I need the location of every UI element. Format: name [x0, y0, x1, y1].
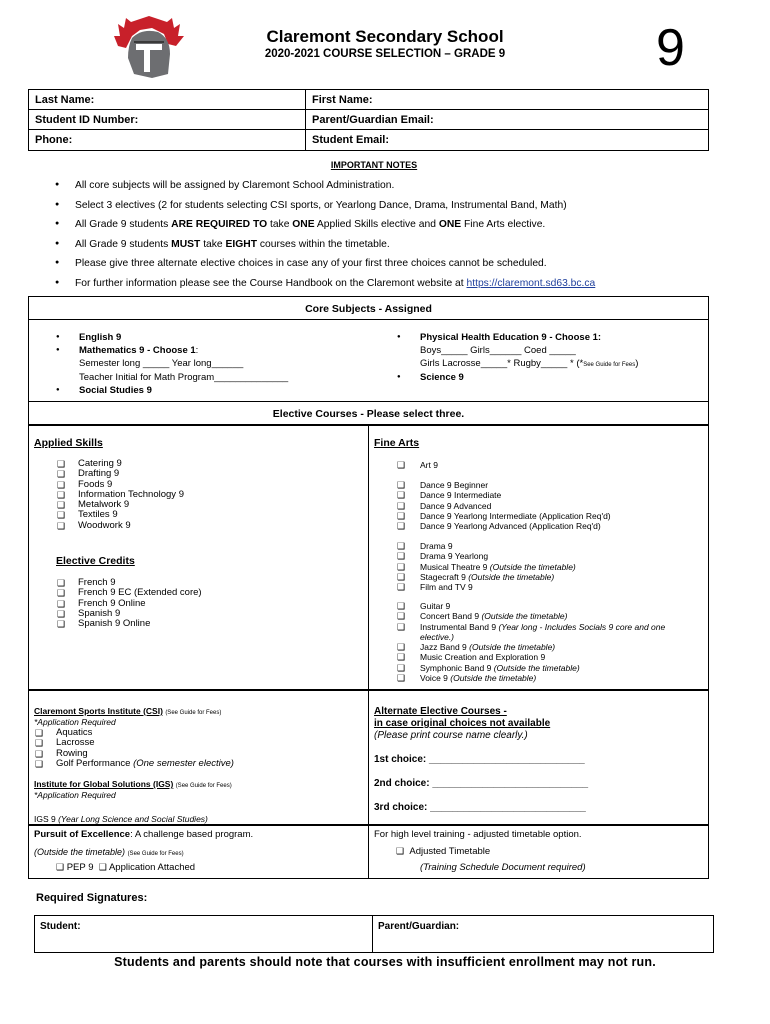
option-note: (One semester elective) [133, 757, 234, 769]
note-item [55, 219, 720, 239]
elective-option[interactable]: ❑ French 9 Online [56, 599, 356, 609]
elective-option[interactable] [396, 663, 701, 673]
last-name-field[interactable]: Last Name: [29, 90, 306, 109]
csi-fees: (See Guide for Fees) [165, 710, 222, 716]
igs-title-line [34, 779, 354, 790]
igs9-label: IGS 9 [34, 814, 59, 825]
elective-option[interactable] [396, 551, 701, 561]
elective-credits-list [56, 578, 356, 629]
core-right-column [397, 332, 707, 385]
note-text: For further information please see the Course Handbook on the Claremont website at [75, 277, 467, 289]
elective-option[interactable] [396, 582, 701, 592]
option-note: (Outside the timetable) [450, 673, 537, 684]
column-divider [368, 425, 369, 690]
igs-application-note: *Application Required [34, 790, 116, 801]
note-emphasis: MUST [171, 238, 201, 250]
claremont-website-link[interactable]: https://claremont.sd63.bc.ca [466, 277, 596, 289]
option-note: (Year long - Includes Socials 9 core and one elective.) [420, 621, 666, 642]
spartan-logo [112, 14, 186, 80]
pursuit-outside-line [34, 847, 184, 857]
option-label: Music Creation and Exploration 9 [420, 652, 546, 663]
student-id-field[interactable]: Student ID Number: [29, 110, 306, 129]
signatures-box [34, 915, 714, 953]
info-row [29, 110, 708, 130]
core-math [56, 345, 348, 358]
elective-option[interactable]: ❑ Information Technology 9 [56, 490, 356, 500]
alternate-title: Alternate Elective Courses - [374, 706, 507, 717]
option-label: Jazz Band 9 [420, 642, 470, 653]
note-text: Please give three alternate elective choices in case any of your first three choices cannot be scheduled. [75, 258, 547, 269]
math-semester-line[interactable]: Semester long _____ Year long______ [79, 358, 244, 370]
igs9-note: (Year Long Science and Social Studies) [58, 814, 208, 825]
fine-arts-title: Fine Arts [374, 437, 420, 449]
notes-title: IMPORTANT NOTES [330, 160, 418, 170]
note-emphasis: EIGHT [225, 238, 257, 250]
note-text: courses within the timetable. [256, 238, 390, 250]
pursuit-fees: (See Guide for Fees) [127, 851, 184, 857]
option-note: (Outside the timetable) [481, 611, 568, 622]
student-signature-field[interactable] [35, 916, 373, 952]
option-label: Stagecraft 9 [420, 571, 469, 582]
note-item [55, 258, 720, 278]
option-label: Musical Theatre 9 [420, 561, 490, 572]
elective-option[interactable] [396, 572, 701, 582]
note-item [55, 200, 720, 220]
note-text: All Grade 9 students [75, 219, 172, 230]
igs9-line [34, 814, 354, 824]
option-label: Voice 9 [420, 673, 451, 684]
option-label: Drama 9 Yearlong [420, 551, 489, 562]
elective-option[interactable] [396, 601, 701, 611]
elective-option[interactable]: ❑ Dance 9 Yearlong Intermediate (Application Req'd) [396, 511, 701, 521]
alternate-section [374, 706, 704, 813]
note-text: All core subjects will be assigned by Claremont School Administration. [75, 180, 395, 191]
signatures-title: Required Signatures: [36, 892, 148, 904]
note-text: take [200, 238, 226, 250]
student-signature-label: Student: [40, 921, 81, 932]
csi-option[interactable]: ❑ Rowing [34, 749, 354, 759]
pep-label: PEP 9 [66, 862, 94, 873]
music-list [396, 601, 701, 683]
option-note: (Outside the timetable) [468, 571, 555, 582]
high-level-text: For high level training - adjusted timetable option. [374, 829, 582, 840]
igs-fees: (See Guide for Fees) [175, 783, 232, 790]
csi-option[interactable] [34, 759, 354, 769]
option-label: Instrumental Band 9 [420, 621, 499, 632]
elective-option[interactable]: ❑ Metalwork 9 [56, 500, 356, 510]
elective-option[interactable]: ❑ Dance 9 Advanced [396, 501, 701, 511]
note-text: Applied Skills elective and [314, 219, 439, 230]
page-subtitle: 2020-2021 COURSE SELECTION – GRADE 9 [264, 48, 506, 60]
note-item [55, 180, 720, 200]
core-subjects-header: Core Subjects - Assigned [29, 297, 708, 320]
alternate-note: (Please print course name clearly.) [374, 730, 528, 741]
spacer [34, 801, 354, 814]
elective-option[interactable] [396, 622, 701, 643]
see-guide-note: See Guide for Fees [583, 362, 636, 369]
csi-title: Claremont Sports Institute (CSI) [34, 706, 163, 716]
enrollment-footer: Students and parents should note that courses with insufficient enrollment may not run. [114, 955, 656, 969]
phe-sport-close: ) [635, 358, 639, 370]
note-text: All Grade 9 students [75, 238, 172, 250]
phe-sport-line[interactable] [397, 358, 707, 371]
applied-skills-list [56, 459, 356, 531]
grade-number: 9 [656, 19, 685, 77]
option-note: (Outside the timetable) [493, 662, 580, 673]
info-row [29, 90, 708, 110]
elective-option[interactable] [396, 562, 701, 572]
csi-option[interactable]: ❑ Lacrosse [34, 738, 354, 748]
note-emphasis: ONE [292, 219, 315, 230]
core-math-label: Mathematics 9 - Choose 1 [79, 345, 196, 357]
third-choice-field[interactable]: 3rd choice: ____________________________ [374, 802, 586, 813]
pursuit-title-line [34, 829, 253, 840]
schedule-note: (Training Schedule Document required) [420, 862, 586, 873]
application-label: Application Attached [108, 862, 196, 873]
option-label: Golf Performance [56, 757, 134, 769]
elective-option[interactable] [396, 652, 701, 662]
note-text: Select 3 electives (2 for students selecting CSI sports, or Yearlong Dance, Drama, Instrumental Band, Math) [75, 199, 567, 211]
adjusted-label: Adjusted Timetable [409, 846, 491, 857]
elective-option[interactable]: ❑ Spanish 9 [56, 609, 356, 619]
csi-golf-list [34, 759, 354, 769]
option-label: Symphonic Band 9 [420, 662, 494, 673]
elective-option[interactable]: ❑ Dance 9 Yearlong Advanced (Application Req'd) [396, 521, 701, 531]
elective-option[interactable]: ❑ Dance 9 Intermediate [396, 490, 701, 500]
application-checkbox[interactable]: ❑ [98, 862, 107, 872]
elective-option[interactable]: ❑ Foods 9 [56, 480, 356, 490]
option-label: Concert Band 9 [420, 611, 482, 622]
option-label: Drama 9 [420, 541, 453, 551]
phone-field[interactable]: Phone: [29, 130, 306, 150]
school-name: Claremont Secondary School [266, 27, 504, 46]
note-emphasis: ARE REQUIRED TO [171, 219, 268, 230]
elective-option[interactable] [396, 541, 701, 551]
phe-options-line[interactable]: Boys_____ Girls______ Coed _____ [420, 345, 576, 357]
info-row [29, 130, 708, 150]
core-math-colon: : [195, 345, 199, 357]
pursuit-desc: : A challenge based program. [130, 829, 254, 840]
option-label: Guitar 9 [420, 601, 451, 611]
option-note: (Outside the timetable) [489, 561, 576, 572]
elective-option[interactable]: ❑ French 9 [56, 578, 356, 588]
elective-courses-header: Elective Courses - Please select three. [28, 401, 709, 425]
notes-list [55, 180, 720, 297]
applied-skills-title: Applied Skills [34, 437, 103, 449]
note-item [55, 239, 720, 259]
elective-option[interactable]: ❑ Catering 9 [56, 459, 356, 469]
drama-list [396, 541, 701, 592]
elective-option[interactable] [396, 673, 701, 683]
second-choice-field[interactable]: 2nd choice: ____________________________ [374, 778, 589, 789]
note-text: take [267, 219, 293, 230]
parent-signature-field[interactable] [373, 916, 713, 952]
core-english: ● English 9 [56, 332, 348, 345]
elective-option[interactable]: ❑ French 9 EC (Extended core) [56, 588, 356, 598]
option-label: Film and TV 9 [420, 582, 473, 593]
core-phe: ● Physical Health Education 9 - Choose 1: [397, 332, 707, 345]
student-email-field[interactable]: Student Email: [312, 134, 390, 146]
adjusted-line [396, 846, 490, 857]
core-science: ● Science 9 [397, 372, 707, 385]
note-text: Fine Arts elective. [461, 219, 546, 230]
core-social-studies: ● Social Studies 9 [56, 385, 348, 398]
igs-title: Institute for Global Solutions (IGS) [34, 779, 174, 790]
alternate-subtitle: in case original choices not available [374, 718, 551, 729]
pep-line [56, 862, 195, 873]
note-emphasis: ONE [438, 219, 462, 230]
csi-application-note: *Application Required [34, 717, 116, 727]
csi-title-line [34, 706, 354, 717]
parent-signature-label: Parent/Guardian: [378, 921, 460, 932]
elective-option[interactable]: ❑ Art 9 [396, 460, 696, 470]
elective-option[interactable]: ❑ Textiles 9 [56, 510, 356, 520]
elective-credits-title: Elective Credits [56, 555, 135, 567]
core-left-column [28, 332, 348, 398]
art-list [396, 460, 696, 470]
math-teacher-line[interactable]: Teacher Initial for Math Program______________ [79, 371, 289, 383]
pursuit-outside: (Outside the timetable) [34, 847, 126, 857]
first-name-field[interactable]: First Name: [312, 94, 373, 106]
elective-option[interactable] [396, 611, 701, 621]
elective-option[interactable] [396, 642, 701, 652]
parent-email-field[interactable]: Parent/Guardian Email: [312, 114, 434, 126]
phe-sport-text: Girls Lacrosse_____* Rugby_____ * (* [420, 358, 584, 370]
option-note: (Outside the timetable) [469, 642, 556, 653]
note-item [55, 278, 720, 298]
dance-list [396, 480, 701, 531]
elective-option[interactable]: ❑ Dance 9 Beginner [396, 480, 701, 490]
elective-option[interactable]: ❑ Woodwork 9 [56, 521, 356, 531]
elective-option[interactable]: ❑ Drafting 9 [56, 469, 356, 479]
first-choice-field[interactable]: 1st choice: ____________________________ [374, 754, 585, 765]
pep-checkbox[interactable]: ❑ [56, 862, 65, 872]
elective-option[interactable]: ❑ Spanish 9 Online [56, 619, 356, 629]
pursuit-title: Pursuit of Excellence [34, 829, 131, 840]
spacer [34, 769, 354, 779]
csi-list [34, 728, 354, 759]
adjusted-checkbox[interactable]: ❑ [396, 846, 405, 856]
csi-section [34, 706, 354, 824]
csi-option[interactable]: ❑ Aquatics [34, 728, 354, 738]
student-info-table [28, 89, 709, 151]
